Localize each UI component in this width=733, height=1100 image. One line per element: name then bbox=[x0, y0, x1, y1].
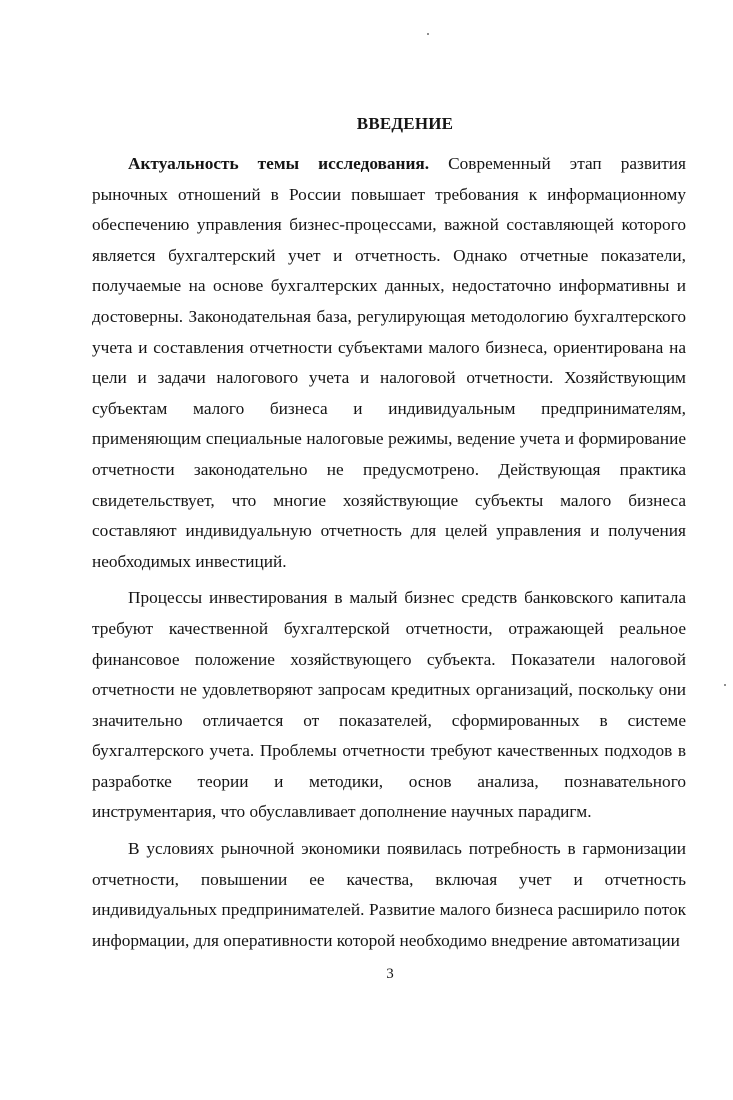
section-heading: ВВЕДЕНИЕ bbox=[356, 114, 454, 133]
scan-speck-top bbox=[427, 33, 429, 35]
document-body bbox=[92, 149, 686, 956]
scan-speck-right bbox=[724, 684, 726, 686]
paragraph-relevance bbox=[92, 149, 686, 577]
paragraph-investment: Процессы инвестирования в малый бизнес средств банковского капитала требуют качественной бухгалтерской отчетности, отражающей реальное финансовое положение хозяйствующего субъекта. Показатели налоговой отчетности не удовлетворяют запросам кредитных организаций, поскольку они значительно отличается от показателей, сформированных в системе бухгалтерского учета. Проблемы отчетности требуют качественных подходов в разработке теории и методики, основ анализа, познавательного инструментария, что обуславливает дополнение научных парадигм. bbox=[92, 588, 686, 822]
relevance-lead: Актуальность темы исследования. bbox=[128, 154, 430, 173]
relevance-text: Современный этап развития рыночных отношений в России повышает требования к информационному обеспечению управления бизнес-процессами, важной составляющей которого является бухгалтерский учет и отчетность. Однако отчетные показатели, получаемые на основе бухгалтерских данных, недостаточно информативны и достоверны. Законодательная база, регулирующая методологию бухгалтерского учета и составления отчетности субъектами малого бизнеса, ориентирована на цели и задачи налогового учета и налоговой отчетности. Хозяйствующим субъектам малого бизнеса и индивидуальным предпринимателям, применяющим специальные налоговые режимы, ведение учета и формирование отчетности законодательно не предусмотрено. Действующая практика свидетельствует, что многие хозяйствующие субъекты малого бизнеса составляют индивидуальную отчетность для целей управления и получения необходимых инвестиций. bbox=[92, 154, 686, 571]
page-number: 3 bbox=[386, 966, 394, 982]
paragraph-market-economy: В условиях рыночной экономики появилась потребность в гармонизации отчетности, повышении ее качества, включая учет и отчетность индивидуальных предпринимателей. Развитие малого бизнеса расширило поток информации, для оперативности которой необходимо внедрение автоматизации bbox=[92, 839, 686, 950]
